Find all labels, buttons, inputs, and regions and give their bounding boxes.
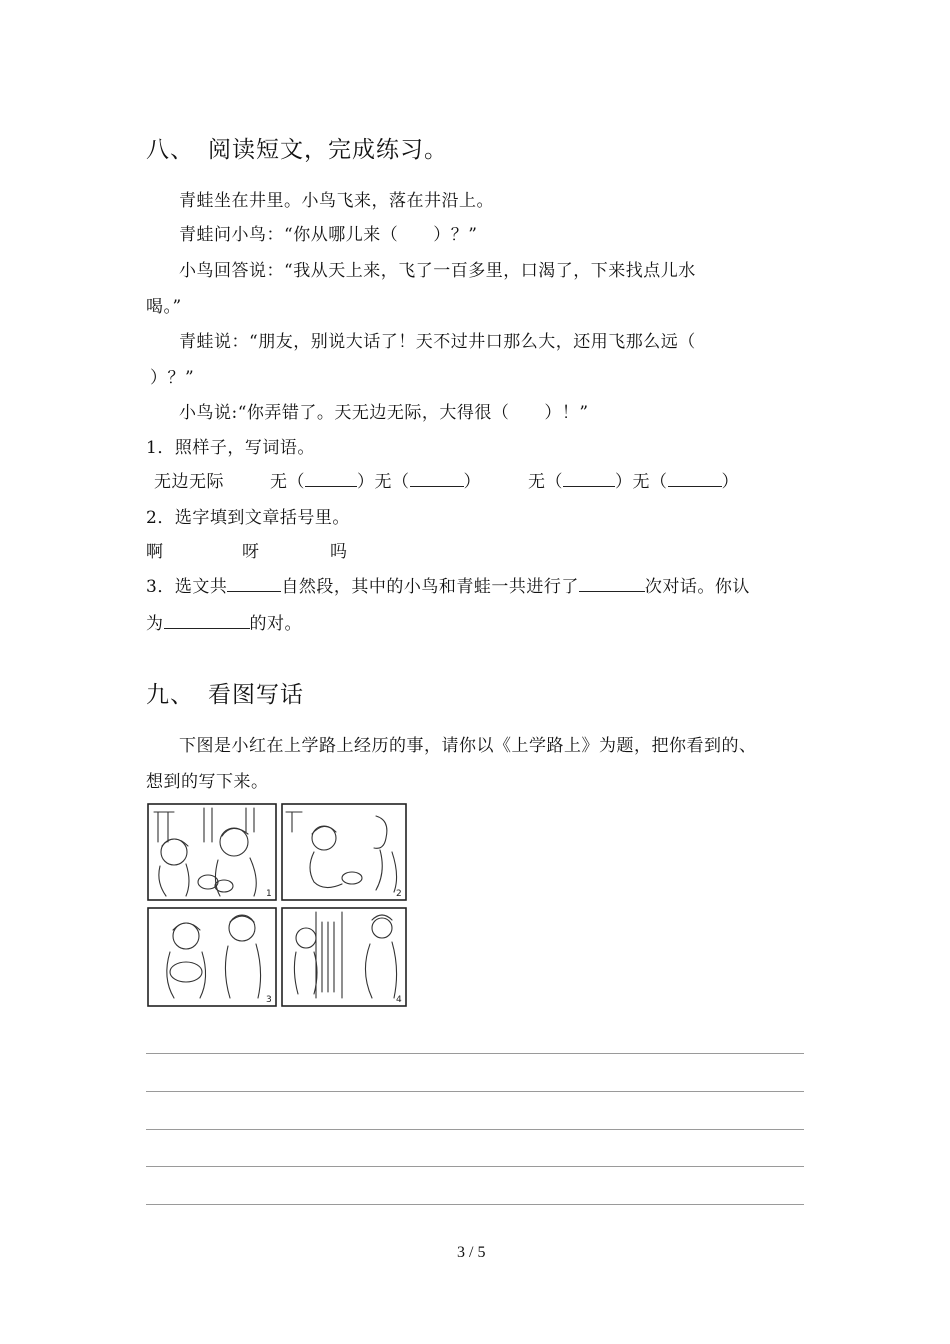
q3-blank-1[interactable] (227, 573, 281, 592)
q2-option-b: 呀 (242, 542, 260, 562)
panel-1-number: 1 (266, 889, 272, 899)
question-3-line-1: 3．选文共 自然段，其中的小鸟和青蛙一共进行了 次对话。你认 (146, 572, 750, 597)
panel-4-number: 4 (396, 995, 402, 1005)
passage-line-4-cont: ）？” (150, 368, 195, 388)
q1-example: 无边无际 (154, 472, 224, 492)
q1-blank-4[interactable] (668, 468, 722, 487)
q1-blank-3[interactable] (563, 468, 615, 487)
q1-blank-2[interactable] (410, 468, 464, 487)
comic-four-panel-picture (146, 802, 408, 1008)
section-9-heading (146, 676, 304, 709)
section-8-heading (146, 131, 448, 164)
comic-panel-4 (282, 908, 406, 1006)
q3-blank-2[interactable] (579, 573, 645, 592)
section-8-title: 阅读短文，完成练习。 (208, 137, 448, 163)
panel-2-number: 2 (396, 889, 402, 899)
section-9-prompt-line-1: 下图是小红在上学路上经历的事，请你以《上学路上》为题，把你看到的、 (179, 736, 757, 756)
section-8-number: 八、 (146, 137, 194, 163)
passage-line-5: 小鸟说:“你弄错了。天无边无际，大得很（ ）！” (179, 403, 589, 423)
q1-item-1: 无（ ）无（ ） (270, 467, 481, 492)
question-3-line-2: 为 的对。 (146, 609, 302, 634)
writing-line-1[interactable] (146, 1053, 804, 1054)
passage-line-3: 小鸟回答说：“我从天上来，飞了一百多里，口渴了，下来找点儿水 (179, 261, 696, 281)
q2-option-a: 啊 (146, 542, 164, 562)
writing-line-2[interactable] (146, 1091, 804, 1092)
passage-line-4: 青蛙说：“朋友，别说大话了！天不过井口那么大，还用飞那么远（ (179, 332, 696, 352)
q3-blank-3[interactable] (164, 610, 250, 629)
writing-line-5[interactable] (146, 1204, 804, 1205)
page-number: 3 / 5 (457, 1244, 486, 1261)
passage-line-1: 青蛙坐在井里。小鸟飞来，落在井沿上。 (179, 191, 494, 211)
q2-options (146, 537, 348, 562)
passage-line-2: 青蛙问小鸟：“你从哪儿来（ ）？” (179, 225, 478, 245)
comic-panel-3 (148, 908, 276, 1006)
writing-line-4[interactable] (146, 1166, 804, 1167)
panel-3-number: 3 (266, 995, 272, 1005)
writing-line-3[interactable] (146, 1129, 804, 1130)
section-9-number: 九、 (146, 682, 194, 708)
q1-item-2: 无（ ）无（ ） (528, 467, 739, 492)
section-9-title: 看图写话 (208, 682, 304, 708)
question-2-label: 2．选字填到文章括号里。 (146, 508, 350, 528)
question-1-label: 1．照样子，写词语。 (146, 438, 315, 458)
passage-line-3-cont: 喝。” (146, 297, 182, 317)
comic-panel-2 (282, 804, 406, 900)
q1-blank-1[interactable] (305, 468, 357, 487)
section-9-prompt-line-2: 想到的写下来。 (146, 772, 269, 792)
q2-option-c: 吗 (330, 542, 348, 562)
